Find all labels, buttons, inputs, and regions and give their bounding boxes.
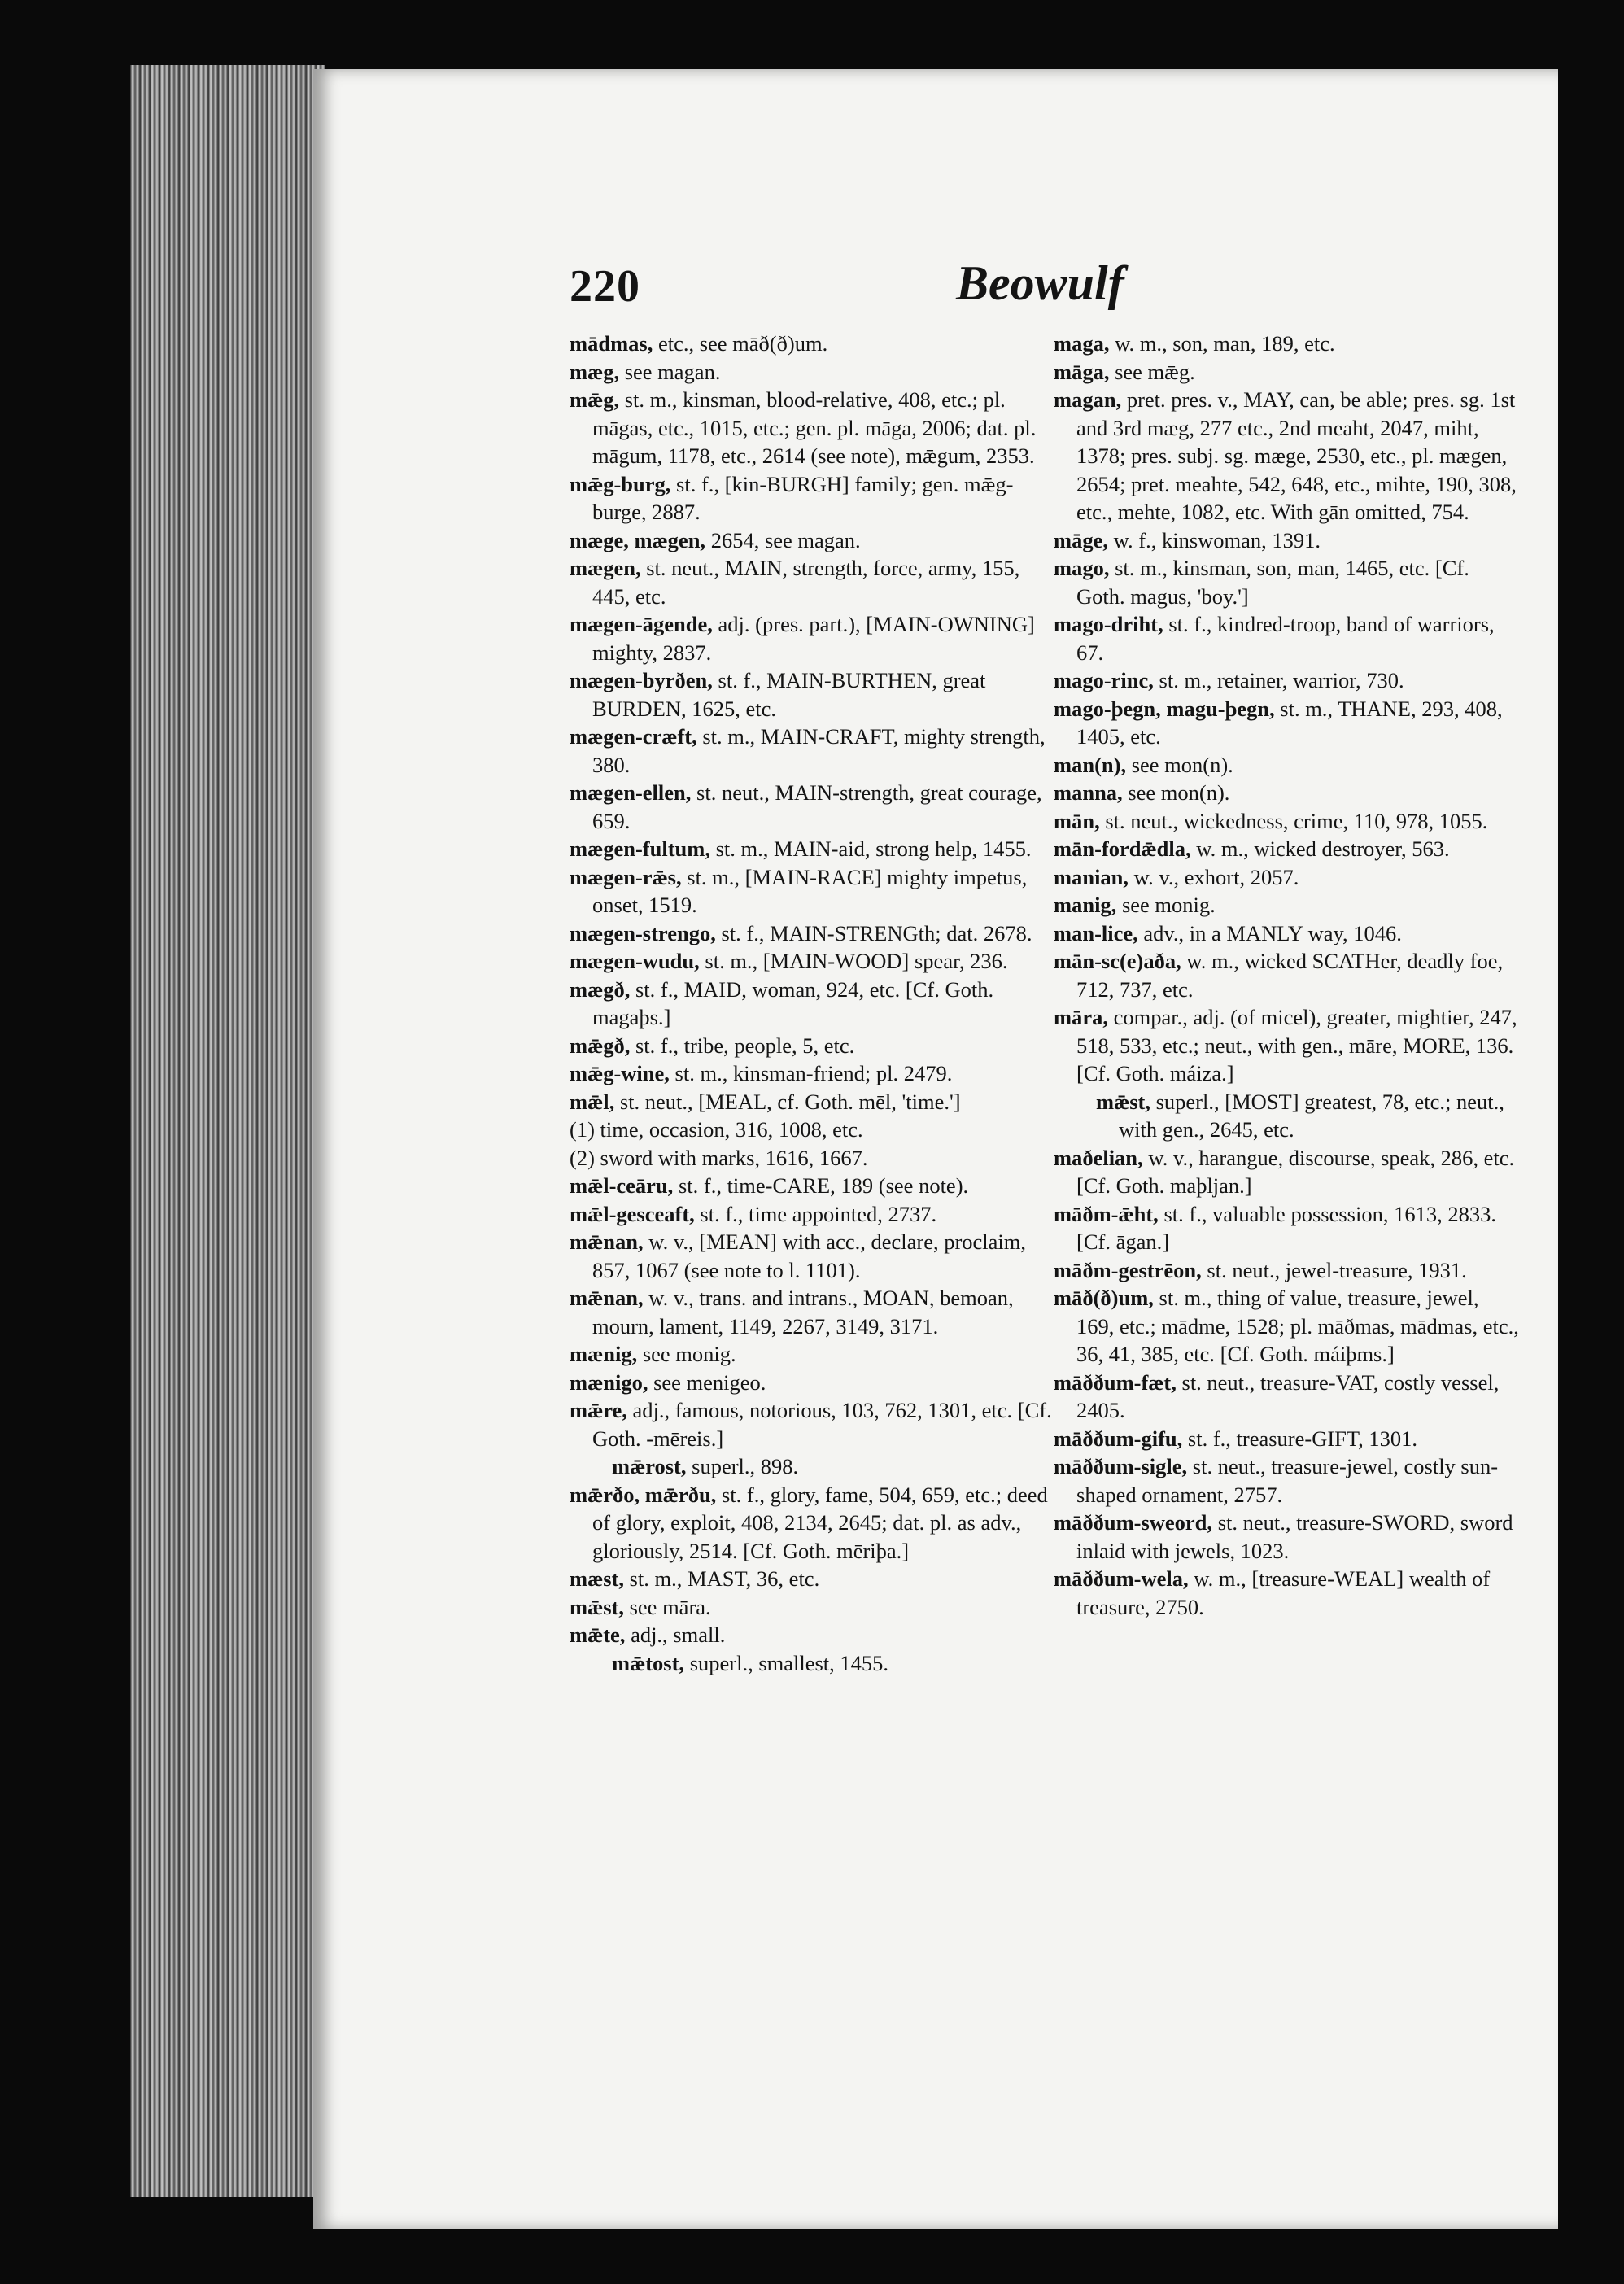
glossary-entry [570,1621,1058,1649]
entry-headword: mǣst, [570,1594,624,1619]
entry-definition: superl., smallest, 1455. [689,1650,889,1675]
glossary-entry [570,1116,1058,1144]
entry-definition: see magan. [624,359,721,384]
entry-definition: st. m., retainer, warrior, 730. [1159,668,1404,692]
glossary-entry [570,1481,1058,1566]
entry-headword: mægen-cræft, [570,724,697,749]
entry-definition: compar., adj. (of micel), greater, mightier, 247, 518, 533, etc.; neut., with gen., māre, MORE, 136. [Cf. Goth. máiza.] [1076,1005,1517,1085]
glossary-entry [1054,891,1521,919]
entry-definition: see monig. [1121,893,1216,917]
glossary-entry [1054,1425,1521,1453]
glossary-entry [1054,1256,1521,1285]
entry-definition: adj., small. [631,1622,726,1647]
entry-headword: mægen, [570,556,641,580]
page-header [313,256,1558,325]
entry-headword: māðm-ǣht, [1054,1201,1159,1226]
glossary-entry [1054,947,1521,1003]
entry-definition: st. m., [MAIN-RACE] mighty impetus, onset, 1519. [592,864,1028,917]
page-number: 220 [570,261,640,312]
entry-definition: st. m., kinsman, son, man, 1465, etc. [Cf. Goth. magus, 'boy.'] [1076,556,1469,609]
glossary-entry [570,1172,1058,1200]
entry-headword: manian, [1054,864,1129,889]
glossary-entry [1054,751,1521,780]
entry-headword: mǣgð, [570,1033,631,1058]
entry-definition: st. m., kinsman, blood-relative, 408, etc.; pl. māgas, etc., 1015, etc.; gen. pl. māga, 2006; dat. pl. māgum, 1178, etc., 2614 (see note), mǣgum, 2353. [592,387,1037,468]
glossary-entry [1054,554,1521,610]
entry-headword: mago, [1054,556,1110,580]
entry-headword: māððum-sigle, [1054,1454,1188,1478]
glossary-entry [570,1032,1058,1060]
entry-definition: w. m., wicked SCATHer, deadly foe, 712, 737, etc. [1076,949,1504,1002]
entry-headword: māðm-gestrēon, [1054,1257,1202,1282]
entry-definition: adj., famous, notorious, 103, 762, 1301, etc. [Cf. Goth. -mēreis.] [592,1398,1052,1451]
running-head: Beowulf [956,256,1124,310]
glossary-entry [1054,1088,1521,1144]
entry-headword: mǣl, [570,1089,615,1114]
entry-definition: pret. pres. v., MAY, can, be able; pres. sg. 1st and 3rd mæg, 277 etc., 2nd meaht, 2047, miht, 1378; pres. subj. sg. mæge, 2530, etc., pl. mægen, 2654; pret. meahte, 542, 648, etc., mihte, 190, 308, etc., mehte, 1082, etc. With gān omitted, 754. [1076,387,1517,524]
entry-definition: st. neut., [MEAL, cf. Goth. mēl, 'time.'] [619,1089,961,1114]
entry-definition: st. neut., MAIN, strength, force, army, 155, 445, etc. [592,556,1020,609]
glossary-entry [570,1340,1058,1369]
entry-definition: st. f., glory, fame, 504, 659, etc.; deed of glory, exploit, 408, 2134, 2645; dat. pl. as adv., gloriously, 2514. [Cf. Goth. mēriþa.] [592,1482,1048,1563]
entry-definition: st. neut., treasure-SWORD, sword inlaid with jewels, 1023. [1076,1510,1513,1563]
entry-definition: st. m., [MAIN-WOOD] spear, 236. [705,949,1008,973]
glossary-entry [570,1200,1058,1229]
glossary-entry [1054,1284,1521,1369]
entry-definition: superl., 898. [692,1454,799,1478]
entry-definition: adj. (pres. part.), [MAIN-OWNING] mighty, 2837. [592,612,1035,665]
entry-definition: w. v., trans. and intrans., MOAN, bemoan, mourn, lament, 1149, 2267, 3149, 3171. [592,1286,1014,1339]
entry-definition: st. f., MAIN-STRENGth; dat. 2678. [721,920,1032,945]
entry-headword: man-lice, [1054,920,1138,945]
entry-headword: mæge, mægen, [570,527,706,552]
entry-headword: mægð, [570,976,631,1002]
glossary-entry [570,554,1058,610]
entry-definition: w. v., harangue, discourse, speak, 286, etc. [Cf. Goth. maþljan.] [1076,1145,1515,1198]
glossary-entry [570,779,1058,835]
entry-headword: mago-driht, [1054,612,1163,636]
entry-definition: st. m., MAIN-aid, strong help, 1455. [715,836,1032,861]
entry-headword: māððum-wela, [1054,1566,1189,1591]
entry-definition: st. f., treasure-GIFT, 1301. [1187,1426,1417,1451]
entry-headword: mægen-wudu, [570,949,700,973]
glossary-entry [1054,1200,1521,1256]
entry-definition: see mǣg. [1115,359,1195,384]
entry-headword: mæst, [570,1566,624,1591]
glossary-entry [1054,610,1521,666]
entry-definition: w. f., kinswoman, 1391. [1113,527,1321,552]
entry-headword: mǣnan, [570,1286,644,1310]
entry-definition: (2) sword with marks, 1616, 1667. [570,1145,868,1170]
entry-definition: see monig. [642,1342,736,1366]
glossary-entry [570,1452,1058,1481]
entry-definition: st. m., thing of value, treasure, jewel, 169, etc.; mādme, 1528; pl. māðmas, mādmas, etc., 36, 41, 385, etc. [Cf. Goth. máiþms.] [1076,1286,1519,1366]
entry-headword: māððum-gifu, [1054,1426,1183,1451]
entry-definition: w. m., son, man, 189, etc. [1115,331,1335,356]
entry-definition: etc., see māð(ð)um. [657,331,828,356]
glossary-entry [570,835,1058,863]
entry-headword: mæg, [570,359,620,384]
entry-headword: mægen-āgende, [570,612,713,636]
entry-headword: mægen-ellen, [570,780,692,805]
entry-headword: maðelian, [1054,1145,1143,1170]
entry-definition: superl., [MOST] greatest, 78, etc.; neut., with gen., 2645, etc. [1119,1089,1504,1142]
entry-definition: see māra. [629,1594,711,1619]
glossary-entry [570,330,1058,358]
entry-headword: māððum-sweord, [1054,1510,1213,1535]
entry-definition: st. neut., jewel-treasure, 1931. [1207,1257,1467,1282]
entry-headword: mǣl-ceāru, [570,1173,674,1198]
right-column [1054,330,1521,1621]
glossary-entry [570,526,1058,555]
glossary-entry [1054,1509,1521,1565]
glossary-entry [570,919,1058,948]
entry-headword: mǣg-burg, [570,471,671,496]
entry-definition: (1) time, occasion, 316, 1008, etc. [570,1117,863,1142]
entry-headword: mǣl-gesceaft, [570,1201,695,1226]
entry-headword: mǣtost, [612,1650,685,1675]
entry-definition: st. f., time appointed, 2737. [700,1201,937,1226]
glossary-entry [1054,779,1521,807]
glossary-entry [570,666,1058,723]
entry-definition: st. f., tribe, people, 5, etc. [635,1033,855,1058]
glossary-entry [570,1088,1058,1116]
glossary-entry [570,1228,1058,1284]
glossary-entry [570,386,1058,470]
entry-definition: w. m., [treasure-WEAL] wealth of treasure, 2750. [1076,1566,1491,1619]
glossary-entry [570,1369,1058,1397]
entry-headword: mǣrðo, mǣrðu, [570,1482,717,1507]
glossary-entry [1054,666,1521,695]
entry-definition: w. m., wicked destroyer, 563. [1196,836,1450,861]
entry-definition: st. m., MAIN-CRAFT, mighty strength, 380. [592,724,1046,777]
entry-headword: mago-rinc, [1054,668,1154,692]
glossary-entry [570,1649,1058,1678]
entry-headword: mǣte, [570,1622,626,1647]
entry-definition: w. v., [MEAN] with acc., declare, proclaim, 857, 1067 (see note to l. 1101). [592,1229,1027,1282]
entry-definition: st. f., [kin-BURGH] family; gen. mǣg-burge, 2887. [592,471,1014,524]
glossary-entry [1054,835,1521,863]
entry-definition: 2654, see magan. [710,527,861,552]
entry-headword: māge, [1054,527,1108,552]
entry-headword: magan, [1054,387,1122,412]
entry-headword: mænig, [570,1342,638,1366]
glossary-entry [1054,1369,1521,1425]
entry-definition: st. f., time-CARE, 189 (see note). [678,1173,969,1198]
entry-definition: st. m., THANE, 293, 408, 1405, etc. [1076,696,1503,749]
glossary-entry [570,470,1058,526]
entry-headword: mān, [1054,808,1100,833]
glossary-entry [570,1059,1058,1088]
glossary-entry [570,723,1058,779]
entry-definition: st. neut., wickedness, crime, 110, 978, 1055. [1105,808,1488,833]
entry-headword: mægen-fultum, [570,836,710,861]
glossary-entry [1054,863,1521,892]
glossary-entry [570,1144,1058,1173]
entry-headword: mago-þegn, magu-þegn, [1054,696,1275,721]
glossary-entry [570,1284,1058,1340]
glossary-entry [1054,386,1521,526]
entry-headword: māga, [1054,359,1110,384]
glossary-entry [1054,1452,1521,1509]
glossary-entry [570,358,1058,386]
entry-headword: maga, [1054,331,1110,356]
glossary-entry [570,1565,1058,1593]
entry-definition: see menigeo. [653,1369,766,1395]
entry-definition: st. f., MAIN-BURTHEN, great BURDEN, 1625, etc. [592,668,986,721]
entry-headword: mægen-strengo, [570,920,716,945]
glossary-entry [570,863,1058,919]
glossary-entry [570,610,1058,666]
entry-headword: mægen-byrðen, [570,668,713,692]
entry-definition: st. neut., treasure-VAT, costly vessel, 2405. [1076,1369,1500,1422]
entry-headword: manig, [1054,893,1117,917]
entry-definition: st. f., valuable possession, 1613, 2833. [Cf. āgan.] [1076,1201,1496,1254]
entry-headword: mān-sc(e)aða, [1054,949,1181,973]
glossary-entry [570,1396,1058,1452]
entry-definition: adv., in a MANLY way, 1046. [1143,920,1402,945]
entry-definition: st. f., MAID, woman, 924, etc. [Cf. Goth. magaþs.] [592,976,994,1029]
glossary-entry [1054,1144,1521,1200]
glossary-entry [570,947,1058,976]
entry-definition: st. f., kindred-troop, band of warriors, 67. [1076,612,1495,665]
glossary-entry [1054,358,1521,386]
dictionary-page [313,69,1558,2229]
entry-definition: st. m., MAST, 36, etc. [629,1566,820,1591]
entry-headword: manna, [1054,780,1123,805]
entry-headword: mǣre, [570,1398,627,1422]
entry-headword: mǣnan, [570,1229,644,1254]
entry-headword: man(n), [1054,752,1127,777]
left-column [570,330,1058,1677]
book-page-edges [130,65,325,2197]
entry-definition: w. v., exhort, 2057. [1133,864,1299,889]
glossary-entry [1054,919,1521,948]
entry-headword: mǣg, [570,387,620,412]
entry-headword: mādmas, [570,331,653,356]
entry-definition: see mon(n). [1128,780,1230,805]
glossary-entry [1054,330,1521,358]
entry-headword: māððum-fæt, [1054,1369,1177,1395]
glossary-entry [1054,695,1521,751]
glossary-entry [1054,526,1521,555]
glossary-entry [1054,1565,1521,1621]
entry-headword: mǣrost, [612,1454,687,1478]
glossary-entry [570,1593,1058,1622]
entry-headword: māð(ð)um, [1054,1286,1154,1310]
entry-headword: mægen-rǣs, [570,864,682,889]
entry-definition: st. neut., treasure-jewel, costly sun-shaped ornament, 2757. [1076,1454,1499,1507]
entry-headword: māra, [1054,1005,1108,1029]
entry-headword: mǣst, [1096,1089,1150,1114]
entry-headword: mān-fordǣdla, [1054,836,1191,861]
entry-definition: st. neut., MAIN-strength, great courage, 659. [592,780,1042,833]
entry-headword: mænigo, [570,1369,648,1395]
glossary-entry [1054,807,1521,836]
glossary-entry [570,976,1058,1032]
entry-definition: st. m., kinsman-friend; pl. 2479. [674,1061,953,1085]
entry-headword: mǣg-wine, [570,1061,670,1085]
entry-definition: see mon(n). [1131,752,1233,777]
glossary-entry [1054,1003,1521,1088]
